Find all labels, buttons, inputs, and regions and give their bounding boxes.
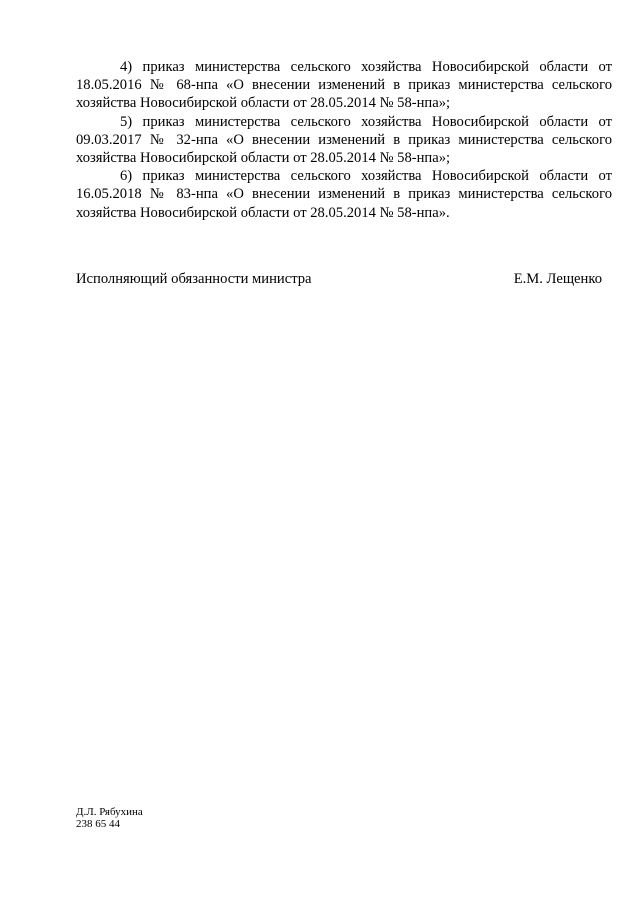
executor-footer (76, 806, 143, 830)
signature-block (76, 270, 602, 288)
list-item: 6) приказ министерства сельского хозяйства Новосибирской области от 16.05.2018 № 83-нпа «О внесении изменений в приказ министерства сельского хозяйства Новосибирской области от 28.05.2014 № 58-нпа». (76, 168, 612, 221)
list-item: 4) приказ министерства сельского хозяйства Новосибирской области от 18.05.2016 № 68-нпа «О внесении изменений в приказ министерства сельского хозяйства Новосибирской области от 28.05.2014 № 58-нпа»; (76, 59, 612, 112)
signatory-position: Исполняющий обязанности министра (76, 271, 312, 287)
executor-name: Д.Л. Рябухина (76, 806, 143, 818)
list-item: 5) приказ министерства сельского хозяйства Новосибирской области от 09.03.2017 № 32-нпа «О внесении изменений в приказ министерства сельского хозяйства Новосибирской области от 28.05.2014 № 58-нпа»; (76, 113, 612, 167)
signatory-name: Е.М. Лещенко (513, 271, 602, 287)
document-body (76, 58, 612, 222)
executor-phone: 238 65 44 (76, 818, 120, 830)
